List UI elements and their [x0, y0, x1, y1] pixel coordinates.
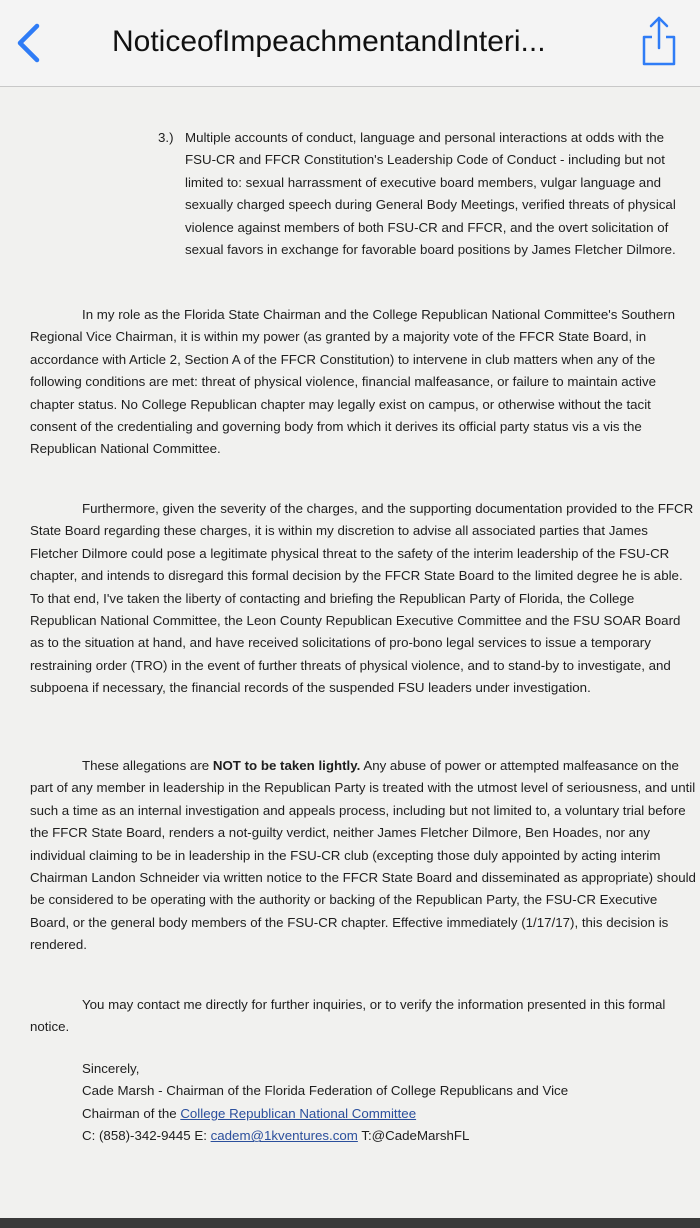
sign-title-line2	[82, 1103, 682, 1125]
paragraph-authority: In my role as the Florida State Chairman and the College Republican National Committee's Southern Regional Vice Chairman, it is within my power (as granted by a majority vote of the FFCR State Board, in accordance with Article 2, Section A of the FFCR Constitution) to intervene in club matters when any of the following conditions are met: threat of physical violence, financial malfeasance, or failure to maintain active chapter status. No College Republican chapter may legally exist on campus, or otherwise without the tacit consent of the credentialing and governing body from which it derives its official party status vis a vis the Republican National Committee.	[30, 307, 676, 457]
back-button[interactable]	[8, 18, 48, 68]
allegations-body: Any abuse of power or attempted malfeasance on the part of any member in leadership in the Republican Party is treated with the utmost level of seriousness, and until such a time as an internal investigation and appeals process, including but not limited to, a voluntary trial before the FFCR State Board, renders a not-guilty verdict, neither James Fletcher Dilmore, Ben Hoades, nor any individual claiming to be in leadership in the FSU-CR club (excepting those duly appointed by acting interim Chairman Landon Schneider via written notice to the FFCR State Board and disseminated as appropriate) should be considered to be operating with the authority or backing of the Republican Party, the FSU-CR Executive Board, or the general body members of the FSU-CR chapter. Effective immediately (1/17/17), this decision is rendered.	[30, 758, 696, 953]
document-title: NoticeofImpeachmentandInteri...	[112, 25, 546, 58]
paragraph-threat: Furthermore, given the severity of the charges, and the supporting documentation provided to the FFCR State Board regarding these charges, it is within my discretion to advise all associated parties that James Fletcher Dilmore could pose a legitimate physical threat to the safety of the interim leadership of the FSU-CR chapter, and intends to disregard this formal decision by the FFCR State Board to the limited degree he is able. To that end, I've taken the liberty of contacting and briefing the Republican Party of Florida, the College Republican National Committee, the Leon County Republican Executive Committee and the FSU SOAR Board as to the situation at hand, and have received solicitations of pro-bono legal services to issue a temporary restraining order (TRO) in the event of further threats of physical violence, and to stand-by to investigate, and subpoena if necessary, the financial records of the suspended FSU leaders under investigation.	[30, 501, 694, 696]
allegations-emphasis: NOT to be taken lightly.	[212, 758, 361, 773]
crnc-link[interactable]: College Republican National Committee	[180, 1105, 417, 1121]
paragraph-contact: You may contact me directly for further inquiries, or to verify the information presented in this formal notice.	[30, 997, 666, 1035]
document-page	[0, 87, 700, 1218]
list-item-text: Multiple accounts of conduct, language and personal interactions at odds with the FSU-CR and FFCR Constitution's Leadership Code of Conduct - including but not limited to: sexual harrassment of executive board members, vulgar language and sexually charged speech during General Body Meetings, verified threats of physical violence against members of both FSU-CR and FFCR, and the overt solicitation of sexual favors in exchange for favorable board positions by James Fletcher Dilmore.	[185, 130, 676, 258]
sign-twitter: T:@CadeMarshFL	[357, 1128, 470, 1144]
sign-phone: C: (858)-342-9445 E:	[82, 1128, 211, 1144]
sign-name-title: Cade Marsh - Chairman of the Florida Federation of College Republicans and Vice	[82, 1083, 569, 1099]
sign-contact	[82, 1125, 682, 1147]
share-button[interactable]	[636, 10, 682, 72]
allegations-intro: These allegations are	[82, 758, 213, 773]
share-icon	[639, 15, 679, 67]
list-item-number: 3.)	[158, 130, 174, 145]
paragraph-allegations	[30, 755, 698, 957]
sign-title-prefix: Chairman of the	[82, 1105, 181, 1121]
signature-block	[82, 1058, 682, 1148]
email-link[interactable]: cadem@1kventures.com	[210, 1128, 358, 1144]
chevron-left-icon	[15, 23, 41, 63]
nav-bar	[0, 0, 700, 87]
list-item	[158, 127, 698, 261]
sign-closing: Sincerely,	[82, 1061, 140, 1076]
bottom-bar	[0, 1218, 700, 1228]
